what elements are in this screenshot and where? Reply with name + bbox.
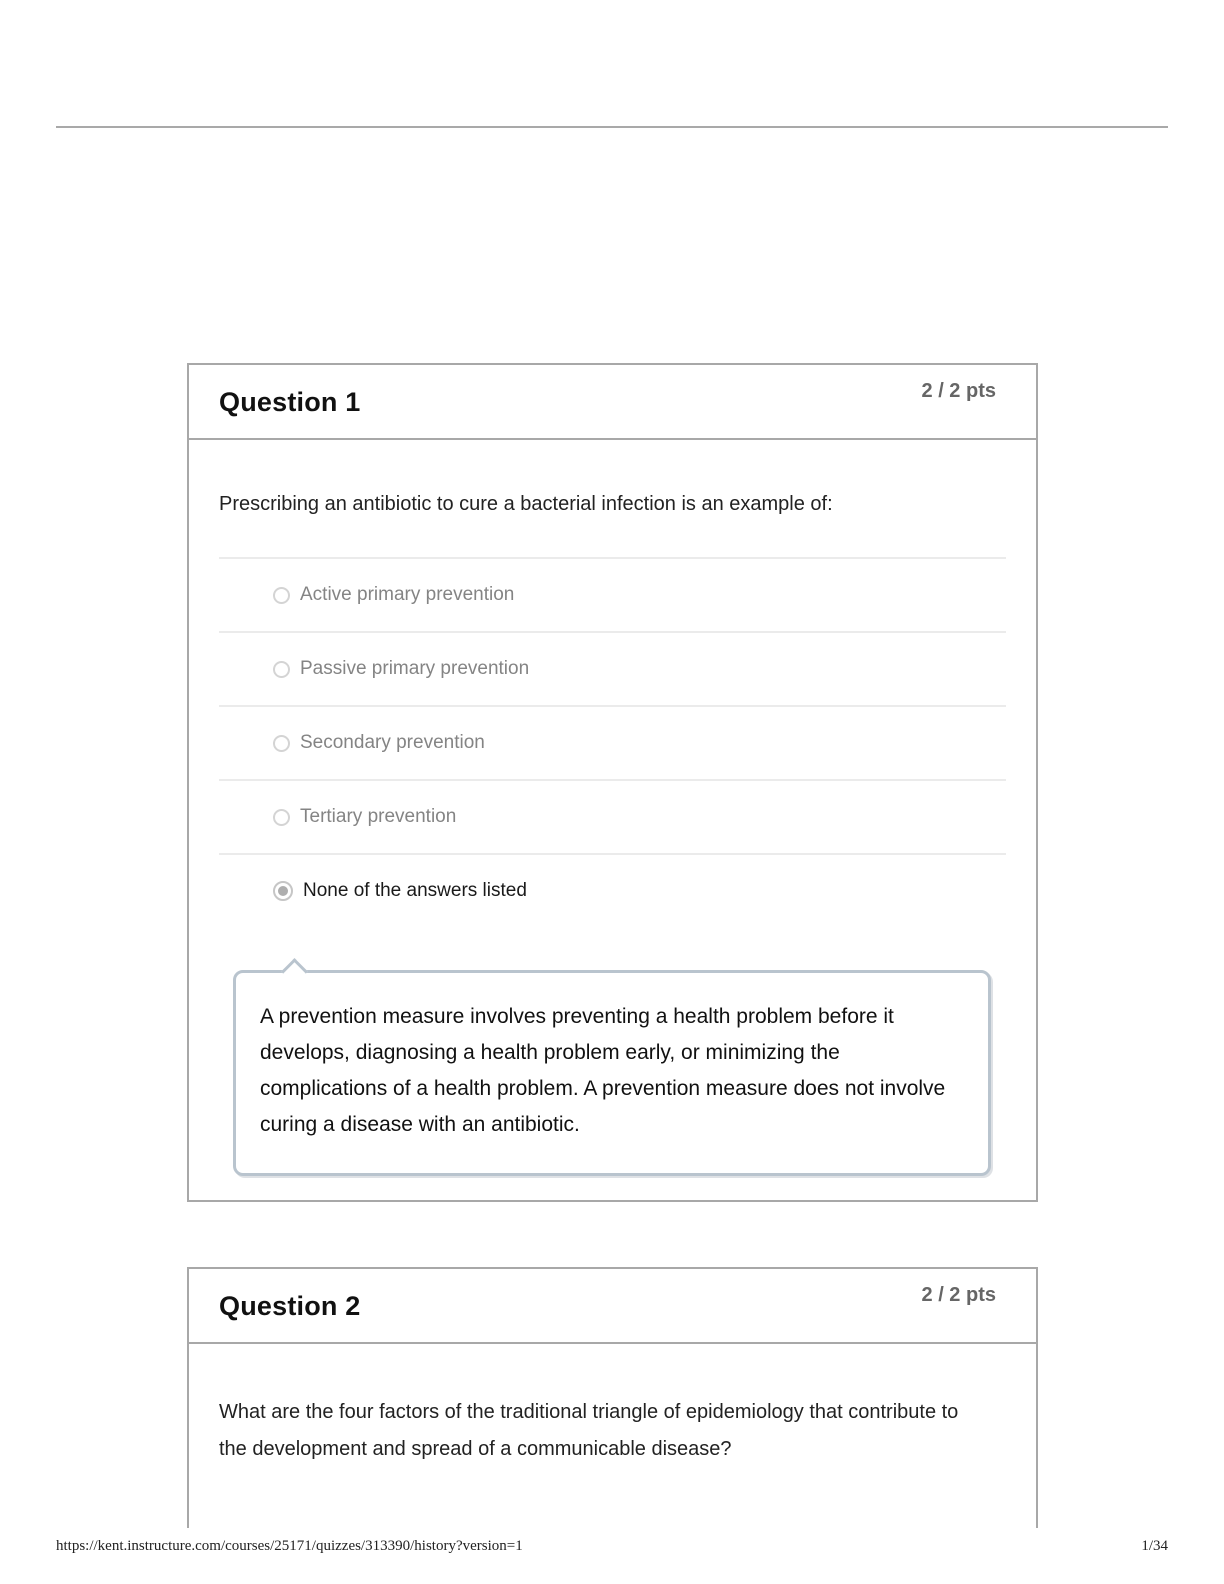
question-2-header [189, 1269, 1036, 1344]
question-1-title: Question 1 [219, 387, 361, 417]
answer-option-label: Secondary prevention [300, 732, 485, 753]
feedback-callout [233, 970, 991, 1176]
answer-option-label: Active primary prevention [300, 584, 515, 605]
radio-button-icon[interactable] [273, 587, 290, 604]
question-2-text: What are the four factors of the traditional triangle of epidemiology that contribute to the development and spread of a communicable disease? [219, 1401, 959, 1460]
question-1-header [189, 365, 1036, 440]
question-2-points-badge: 2 / 2 pts [921, 1284, 996, 1306]
feedback-text: A prevention measure involves preventing a health problem before it develops, diagnosing a health problem early, or minimizing the complications of a health problem. A prevention measure does not involve curing a disease with an antibiotic. [260, 1005, 946, 1136]
question-2-body [189, 1394, 1036, 1468]
answer-options-list [219, 557, 1006, 927]
radio-dot-icon [278, 886, 288, 896]
answer-option[interactable] [219, 705, 1006, 779]
page-header-rule [56, 126, 1168, 128]
answer-option-label: Passive primary prevention [300, 658, 530, 679]
answer-option[interactable] [219, 779, 1006, 853]
question-1-points-badge: 2 / 2 pts [921, 380, 996, 402]
radio-button-icon[interactable] [273, 881, 293, 901]
answer-option[interactable] [219, 557, 1006, 631]
radio-button-icon[interactable] [273, 735, 290, 752]
question-2-title: Question 2 [219, 1291, 361, 1321]
radio-button-icon[interactable] [273, 661, 290, 678]
answer-option-label: None of the answers listed [303, 880, 527, 901]
question-1-card [187, 363, 1038, 1202]
radio-button-icon[interactable] [273, 809, 290, 826]
footer-url: https://kent.instructure.com/courses/25171/quizzes/313390/history?version=1 [56, 1538, 523, 1554]
question-1-text: Prescribing an antibiotic to cure a bacterial infection is an example of: [219, 493, 833, 515]
footer-page-indicator: 1/34 [1141, 1538, 1168, 1554]
question-2-card [187, 1267, 1038, 1528]
answer-option[interactable] [219, 853, 1006, 927]
answer-option[interactable] [219, 631, 1006, 705]
question-1-body [189, 486, 1036, 927]
answer-option-label: Tertiary prevention [300, 806, 457, 827]
